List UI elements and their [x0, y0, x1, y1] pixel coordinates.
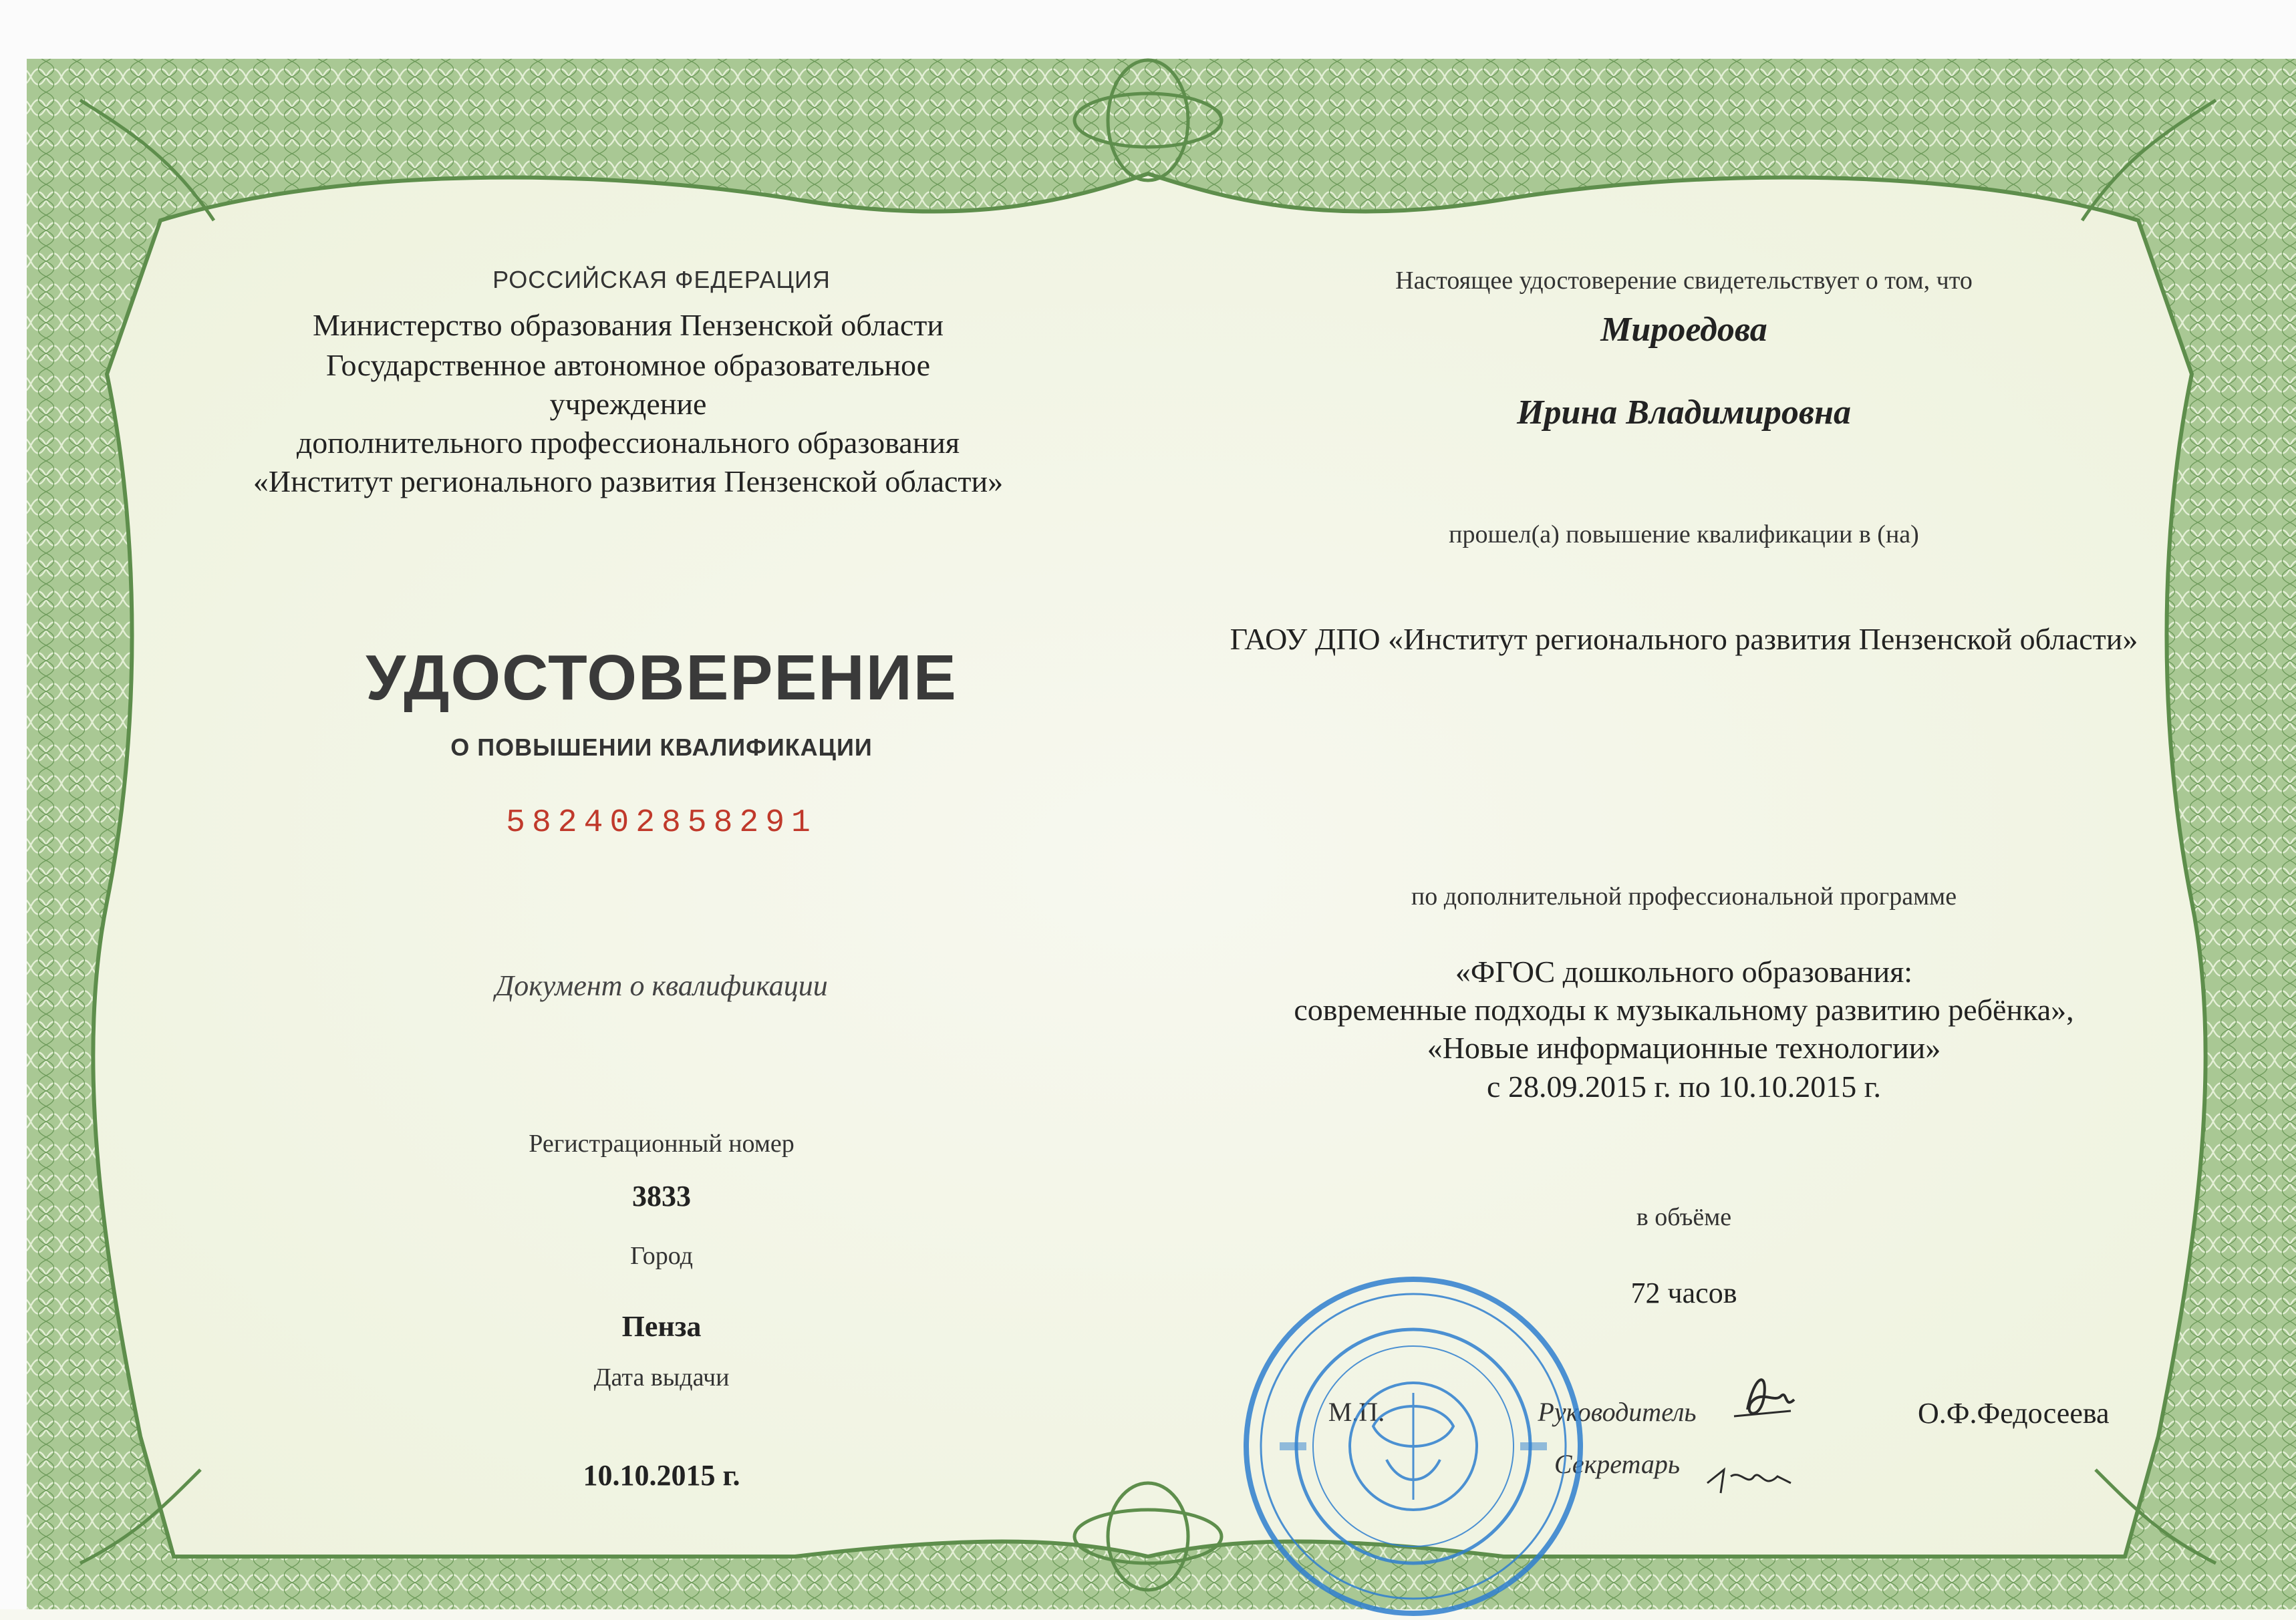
- program-line-2: современные подходы к музыкальному развитию ребёнка»,: [1294, 993, 2074, 1027]
- volume-value: 72 часов: [1630, 1277, 1737, 1309]
- holder-surname: Мироедова: [1600, 311, 1767, 349]
- serial-number: 582402858291: [506, 805, 817, 841]
- document-type: Документ о квалификации: [495, 969, 828, 1002]
- program-dates: с 28.09.2015 г. по 10.10.2015 г.: [1487, 1070, 1881, 1104]
- official-stamp: [1240, 1273, 1587, 1620]
- program-label: по дополнительной профессиональной программе: [1411, 882, 1957, 911]
- secretary-signature: [1697, 1456, 1798, 1503]
- issuer-line-4: дополнительного профессионального образования: [296, 426, 960, 460]
- issuer-line-2: Государственное автономное образовательное: [325, 348, 931, 382]
- city-label: Город: [630, 1242, 693, 1270]
- institution-name: ГАОУ ДПО «Институт регионального развития Пензенской области»: [1230, 622, 2138, 656]
- issuer-line-3: учреждение: [549, 387, 707, 421]
- seal-label: М.П.: [1328, 1397, 1385, 1427]
- document-title: УДОСТОВЕРЕНИЕ: [366, 642, 958, 713]
- document-subtitle: О ПОВЫШЕНИИ КВАЛИФИКАЦИИ: [450, 734, 873, 761]
- issue-date-label: Дата выдачи: [593, 1363, 730, 1392]
- head-label: Руководитель: [1538, 1397, 1697, 1427]
- secretary-label: Секретарь: [1554, 1449, 1681, 1479]
- city-value: Пенза: [621, 1310, 702, 1343]
- country-name: РОССИЙСКАЯ ФЕДЕРАЦИЯ: [492, 266, 831, 293]
- head-name: О.Ф.Федосеева: [1918, 1397, 2110, 1430]
- head-signature: [1727, 1363, 1808, 1430]
- issue-date: 10.10.2015 г.: [583, 1459, 740, 1492]
- registration-number-label: Регистрационный номер: [529, 1130, 795, 1158]
- intro-text: Настоящее удостоверение свидетельствует о том, что: [1395, 267, 1973, 295]
- passed-text: прошел(а) повышение квалификации в (на): [1449, 520, 1919, 548]
- program-line-1: «ФГОС дошкольного образования:: [1455, 955, 1913, 989]
- volume-label: в объёме: [1636, 1203, 1732, 1231]
- holder-given-names: Ирина Владимировна: [1517, 393, 1851, 432]
- registration-number: 3833: [632, 1180, 691, 1212]
- issuer-line-1: Министерство образования Пензенской области: [312, 308, 944, 342]
- program-line-3: «Новые информационные технологии»: [1427, 1031, 1941, 1065]
- issuer-line-5: «Институт регионального развития Пензенской области»: [253, 464, 1004, 498]
